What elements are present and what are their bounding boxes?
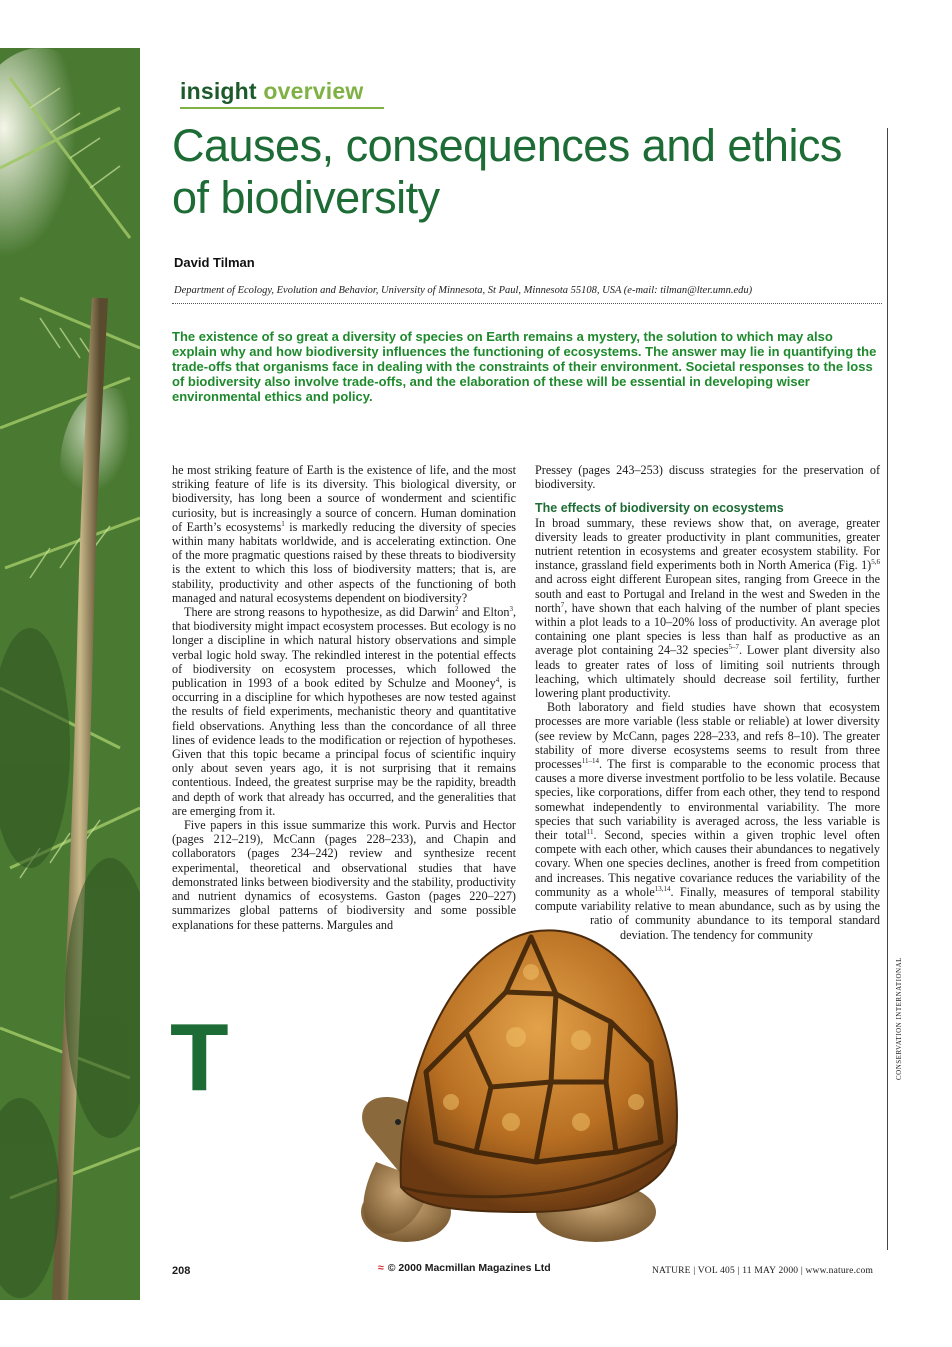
para-effects-cont: . Lower plant diversity also leads to greater rates of loss of limiting soil nutrients through leaching, which ultimately should decrease soil fertility, further lowering plant productivity. [535, 643, 880, 701]
forest-canopy-photo [0, 48, 140, 1300]
para-hypotheses: There are strong reasons to hypothesize, as did Darwin [184, 605, 456, 620]
drop-cap: T [170, 1004, 229, 1111]
para-stability: Both laboratory and field studies have shown that ecosystem processes are more variable (less stable or reliable) at lower diversity (see review by McCann, pages 228–233, and refs 8–10). The greater stability of more diverse ecosystems seems to result from three processes [535, 700, 880, 772]
para-effects-cont: and across eight different European sites, ranging from Greece in the south and east to Portugal and Ireland in the west and Sweden in the north [535, 572, 880, 615]
para-stability-cont: . Finally, measures of temporal stability compute variability relative to mean abundance, such as by using the ratio of community abundance to its temporal standard deviation. The tendency for community [535, 884, 881, 942]
abstract: The existence of so great a diversity of species on Earth remains a mystery, the solution to which may also explain why and how biodiversity influences the functioning of ecosystems. The answer may lie in quantifying the trade-offs that organisms face in dealing with the constraints of their environment. Societal responses to the loss of biodiversity also involve trade-offs, and the elaboration of these will be essential in developing wiser environmental ethics and policy. [172, 329, 877, 404]
kicker-underline [180, 107, 384, 109]
ref-superscript: 5,6 [871, 558, 880, 567]
para-effects: In broad summary, these reviews show that, on average, greater diversity leads to greater productivity in plant communities, greater nutrient retention in ecosystems and greater ecosystem stability. For instance, grassland field experiments both in North America (Fig. 1) [535, 515, 880, 573]
ref-superscript: 11 [586, 828, 594, 837]
para-hypotheses-cont: and Elton [458, 605, 510, 620]
para-stability-cont: . Second, species within a given trophic level often compete with each other, which causes their abundances to negatively covary. When one species declines, another is freed from competition and increases. This negative covariance reduces the variability of the community as a whole [535, 828, 880, 899]
para-intro: he most striking feature of Earth is the existence of life, and the most striking feature of life is its diversity. This biological diversity, or biodiversity, has long been a source of wonderment and scientific curiosity, but is increasingly a source of concern. Human domination of Earth’s ecosystems [172, 463, 516, 534]
right-column-rule [887, 128, 888, 1250]
section-heading: The effects of biodiversity on ecosystems [535, 501, 784, 516]
photo-credit: CONSERVATION INTERNATIONAL [895, 957, 903, 1080]
para-issue-papers: Five papers in this issue summarize this work. Purvis and Hector (pages 212–219), McCann (pages 228–233), and Chapin and collaborators (pages 234–242) review and synthesize recent experimental, theoretical and observational studies that have demonstrated links between biodiversity and the stability, productivity and nutrient dynamics of ecosystems. Gaston (pages 220–227) summarizes global patterns of biodiversity and some possible explanations for these patterns. Margules and [172, 818, 516, 932]
fern-illustration [0, 48, 140, 1300]
para-effects-cont: , have shown that each halving of the number of plant species within a plot leads to a 10–20% loss of productivity. An average plot containing one plant species is less than half as productive as an average plot containing 24–32 species [535, 600, 880, 658]
copyright-line [378, 1262, 551, 1274]
tortoise-photo [356, 912, 686, 1252]
copyright-text: © 2000 Macmillan Magazines Ltd [387, 1262, 551, 1274]
para-hypotheses-cont: , that biodiversity might impact ecosystem processes. But ecology is no longer a discipline in which natural history observations and simple verbal logic hold sway. The rekindled interest in the potential effects of biodiversity on ecosystem processes, which followed the publication in 1993 of a book edited by Schulze and Mooney [172, 605, 516, 691]
ref-superscript: 3 [509, 604, 513, 613]
author-name: David Tilman [174, 255, 255, 270]
ref-superscript: 1 [281, 519, 285, 528]
journal-citation: NATURE | VOL 405 | 11 MAY 2000 | www.nature.com [652, 1266, 874, 1276]
para-stability-cont: . The first is comparable to the economic process that causes a more diverse investment portfolio to be less volatile. Because species, like corporations, differ from each other, they tend to respond somewhat independently to environmental variability. The more species that such variability is averaged across, the less variable is their total [535, 757, 880, 843]
affiliation-divider [172, 303, 882, 304]
ref-superscript: 13,14 [654, 884, 671, 893]
para-hypotheses-cont: , is occurring in a discipline for which hypotheses are now tested against the results of field experiments, mechanistic theory and quantitative field observations. Anything less than the concordance of all three lines of evidence leads to the modification or rejection of hypotheses. Given that this topic became a principal focus of scientific inquiry only about seven years ago, it is not surprising that it remains contentious. Indeed, the greatest surprise may be the rapidity, breadth and depth of work that already has occurred, and the generalities that are emerging from it. [172, 676, 516, 818]
macmillan-logo-icon: ≈ [378, 1262, 384, 1274]
page-number: 208 [172, 1265, 191, 1277]
section-kicker [180, 78, 363, 105]
kicker-insight: insight [180, 78, 257, 104]
author-affiliation: Department of Ecology, Evolution and Behavior, University of Minnesota, St Paul, Minnesota 55108, USA (e-mail: tilman@lter.umn.edu) [174, 285, 753, 296]
ref-superscript: 4 [495, 675, 500, 684]
ref-superscript: 7 [560, 600, 565, 609]
para-intro-cont: is markedly reducing the diversity of species within many habitats worldwide, and is accelerating extinction. One of the more pragmatic questions raised by these threats to biodiversity is the extent to which this loss of biodiversity matters; that is, are stability, productivity and other aspects of the functioning of both managed and natural ecosystems dependent on biodiversity? [172, 519, 516, 605]
para-pressey: Pressey (pages 243–253) discuss strategies for the preservation of biodiversity. [535, 463, 880, 492]
ref-superscript: 11–14 [581, 757, 599, 765]
article-title: Causes, consequences and ethics of biodiversity [172, 120, 842, 223]
ref-superscript: 5–7 [728, 643, 739, 652]
kicker-overview: overview [263, 78, 364, 104]
ref-superscript: 2 [455, 604, 459, 613]
